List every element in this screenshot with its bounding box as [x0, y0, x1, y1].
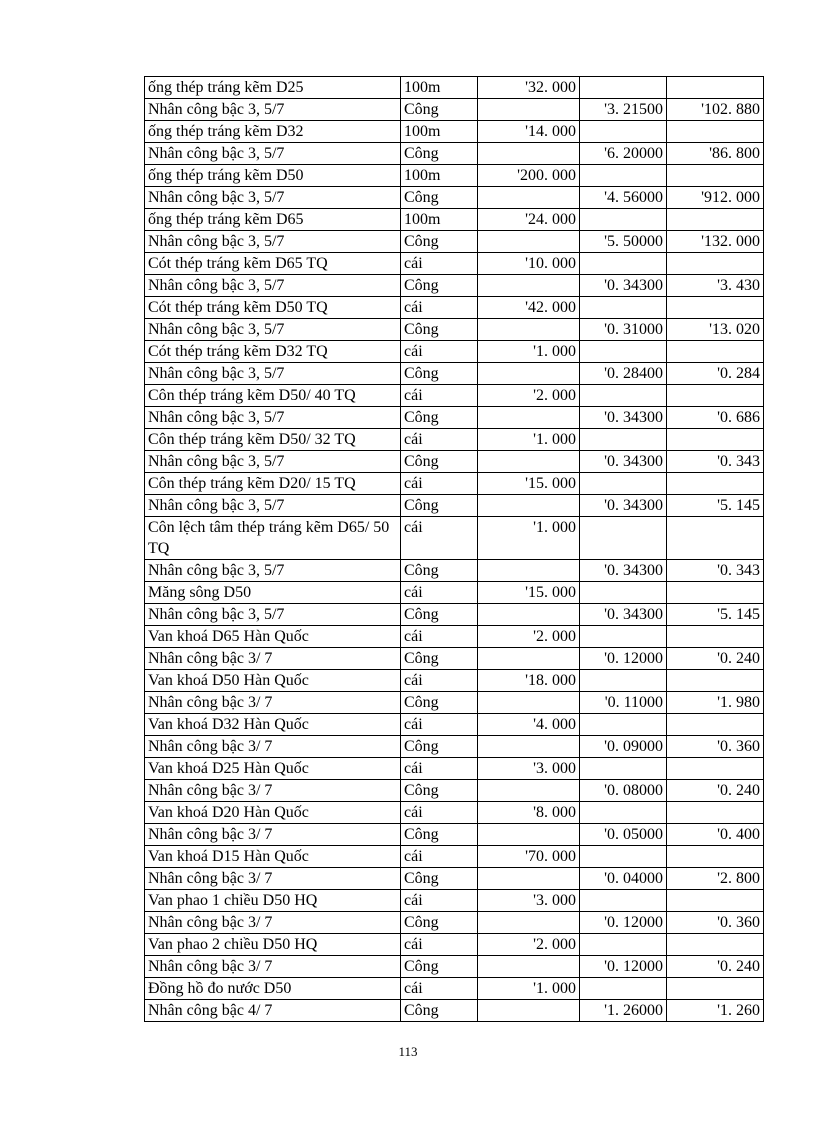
unit-cell: Công	[401, 363, 478, 385]
quantity-cell: '200. 000	[478, 165, 580, 187]
unit-cell: Công	[401, 912, 478, 934]
table-row	[145, 121, 764, 143]
item-name-cell: Măng sông D50	[145, 582, 401, 604]
quantity-cell	[478, 407, 580, 429]
coefficient-cell	[580, 517, 667, 560]
coefficient-cell	[580, 429, 667, 451]
total-cell	[667, 802, 764, 824]
table-row	[145, 165, 764, 187]
total-cell	[667, 934, 764, 956]
coefficient-cell: '0. 12000	[580, 912, 667, 934]
table-row	[145, 253, 764, 275]
unit-cell: cái	[401, 758, 478, 780]
coefficient-cell: '0. 34300	[580, 451, 667, 473]
item-name-cell: Van khoá D15 Hàn Quốc	[145, 846, 401, 868]
unit-cell: Công	[401, 560, 478, 582]
coefficient-cell	[580, 209, 667, 231]
total-cell: '1. 260	[667, 1000, 764, 1022]
quantity-cell: '15. 000	[478, 582, 580, 604]
table-row	[145, 956, 764, 978]
table-row	[145, 143, 764, 165]
table-row	[145, 648, 764, 670]
quantity-cell: '18. 000	[478, 670, 580, 692]
table-row	[145, 780, 764, 802]
coefficient-cell	[580, 582, 667, 604]
unit-cell: cái	[401, 385, 478, 407]
table-row	[145, 209, 764, 231]
quantity-cell	[478, 495, 580, 517]
coefficient-cell: '0. 34300	[580, 560, 667, 582]
unit-cell: Công	[401, 187, 478, 209]
item-name-cell: Đồng hồ đo nước D50	[145, 978, 401, 1000]
table-row	[145, 582, 764, 604]
quantity-cell	[478, 231, 580, 253]
quantity-cell	[478, 956, 580, 978]
coefficient-cell	[580, 714, 667, 736]
item-name-cell: ống thép tráng kẽm D25	[145, 77, 401, 99]
unit-cell: Công	[401, 648, 478, 670]
total-cell	[667, 846, 764, 868]
unit-cell: Công	[401, 1000, 478, 1022]
unit-cell: cái	[401, 978, 478, 1000]
total-cell: '0. 360	[667, 912, 764, 934]
coefficient-cell	[580, 473, 667, 495]
coefficient-cell: '0. 04000	[580, 868, 667, 890]
table-row	[145, 385, 764, 407]
unit-cell: 100m	[401, 165, 478, 187]
unit-cell: cái	[401, 714, 478, 736]
unit-cell: cái	[401, 626, 478, 648]
unit-cell: Công	[401, 824, 478, 846]
coefficient-cell	[580, 846, 667, 868]
item-name-cell: Nhân công bậc 3, 5/7	[145, 143, 401, 165]
quantity-cell	[478, 1000, 580, 1022]
unit-cell: cái	[401, 341, 478, 363]
quantity-cell: '24. 000	[478, 209, 580, 231]
coefficient-cell: '0. 08000	[580, 780, 667, 802]
total-cell: '13. 020	[667, 319, 764, 341]
coefficient-cell	[580, 297, 667, 319]
unit-cell: Công	[401, 868, 478, 890]
table-row	[145, 604, 764, 626]
unit-cell: Công	[401, 407, 478, 429]
coefficient-cell	[580, 121, 667, 143]
total-cell: '1. 980	[667, 692, 764, 714]
total-cell: '5. 145	[667, 604, 764, 626]
table-row	[145, 670, 764, 692]
coefficient-cell	[580, 934, 667, 956]
total-cell: '0. 240	[667, 780, 764, 802]
unit-cell: cái	[401, 582, 478, 604]
unit-cell: cái	[401, 670, 478, 692]
table-row	[145, 802, 764, 824]
item-name-cell: Van khoá D50 Hàn Quốc	[145, 670, 401, 692]
item-name-cell: Nhân công bậc 3/ 7	[145, 824, 401, 846]
table-row	[145, 692, 764, 714]
coefficient-cell: '0. 28400	[580, 363, 667, 385]
coefficient-cell: '0. 34300	[580, 275, 667, 297]
item-name-cell: Nhân công bậc 3, 5/7	[145, 407, 401, 429]
total-cell	[667, 253, 764, 275]
coefficient-cell: '0. 34300	[580, 604, 667, 626]
item-name-cell: Van khoá D25 Hàn Quốc	[145, 758, 401, 780]
unit-cell: 100m	[401, 77, 478, 99]
total-cell	[667, 77, 764, 99]
total-cell: '0. 400	[667, 824, 764, 846]
total-cell	[667, 670, 764, 692]
item-name-cell: Van khoá D20 Hàn Quốc	[145, 802, 401, 824]
unit-cell: 100m	[401, 121, 478, 143]
table-row	[145, 626, 764, 648]
unit-cell: cái	[401, 846, 478, 868]
table-row	[145, 495, 764, 517]
total-cell	[667, 385, 764, 407]
unit-cell: Công	[401, 275, 478, 297]
item-name-cell: Van khoá D65 Hàn Quốc	[145, 626, 401, 648]
table-row	[145, 517, 764, 560]
unit-cell: 100m	[401, 209, 478, 231]
coefficient-cell: '0. 09000	[580, 736, 667, 758]
quantity-cell: '10. 000	[478, 253, 580, 275]
unit-cell: Công	[401, 99, 478, 121]
table-row	[145, 912, 764, 934]
quantity-cell	[478, 99, 580, 121]
total-cell: '0. 240	[667, 648, 764, 670]
total-cell	[667, 341, 764, 363]
total-cell	[667, 473, 764, 495]
coefficient-cell: '3. 21500	[580, 99, 667, 121]
coefficient-cell	[580, 77, 667, 99]
item-name-cell: Nhân công bậc 3/ 7	[145, 912, 401, 934]
total-cell	[667, 121, 764, 143]
coefficient-cell: '0. 11000	[580, 692, 667, 714]
quantity-cell	[478, 824, 580, 846]
item-name-cell: Nhân công bậc 3/ 7	[145, 780, 401, 802]
table-row	[145, 473, 764, 495]
item-name-cell: Nhân công bậc 3, 5/7	[145, 187, 401, 209]
coefficient-cell	[580, 670, 667, 692]
unit-cell: cái	[401, 802, 478, 824]
item-name-cell: Nhân công bậc 3/ 7	[145, 956, 401, 978]
total-cell	[667, 582, 764, 604]
quantity-cell	[478, 363, 580, 385]
coefficient-cell: '0. 34300	[580, 407, 667, 429]
unit-cell: Công	[401, 231, 478, 253]
unit-cell: cái	[401, 473, 478, 495]
quantity-cell: '14. 000	[478, 121, 580, 143]
item-name-cell: Nhân công bậc 3, 5/7	[145, 363, 401, 385]
item-name-cell: Côn thép tráng kẽm D50/ 32 TQ	[145, 429, 401, 451]
total-cell	[667, 626, 764, 648]
unit-cell: Công	[401, 780, 478, 802]
unit-cell: Công	[401, 736, 478, 758]
table-row	[145, 77, 764, 99]
coefficient-cell	[580, 253, 667, 275]
quantity-cell: '42. 000	[478, 297, 580, 319]
item-name-cell: Van khoá D32 Hàn Quốc	[145, 714, 401, 736]
total-cell	[667, 209, 764, 231]
unit-cell: Công	[401, 692, 478, 714]
table-row	[145, 429, 764, 451]
item-name-cell: Nhân công bậc 3, 5/7	[145, 495, 401, 517]
total-cell: '2. 800	[667, 868, 764, 890]
quantity-cell: '32. 000	[478, 77, 580, 99]
item-name-cell: Nhân công bậc 4/ 7	[145, 1000, 401, 1022]
total-cell	[667, 297, 764, 319]
table-row	[145, 99, 764, 121]
unit-cell: cái	[401, 890, 478, 912]
table-row	[145, 231, 764, 253]
unit-cell: Công	[401, 604, 478, 626]
table-row	[145, 319, 764, 341]
quantity-cell	[478, 187, 580, 209]
quantity-cell: '1. 000	[478, 978, 580, 1000]
quantity-cell	[478, 604, 580, 626]
total-cell: '0. 240	[667, 956, 764, 978]
unit-cell: Công	[401, 495, 478, 517]
total-cell	[667, 517, 764, 560]
item-name-cell: Van phao 2 chiều D50 HQ	[145, 934, 401, 956]
unit-cell: cái	[401, 429, 478, 451]
quantity-cell	[478, 451, 580, 473]
item-name-cell: Nhân công bậc 3, 5/7	[145, 604, 401, 626]
coefficient-cell	[580, 165, 667, 187]
total-cell	[667, 165, 764, 187]
total-cell: '132. 000	[667, 231, 764, 253]
total-cell	[667, 714, 764, 736]
unit-cell: Công	[401, 143, 478, 165]
item-name-cell: Nhân công bậc 3/ 7	[145, 648, 401, 670]
item-name-cell: Nhân công bậc 3, 5/7	[145, 451, 401, 473]
quantity-cell: '1. 000	[478, 517, 580, 560]
total-cell: '3. 430	[667, 275, 764, 297]
table-row	[145, 978, 764, 1000]
quantity-cell: '1. 000	[478, 341, 580, 363]
quantity-cell: '2. 000	[478, 385, 580, 407]
total-cell: '0. 343	[667, 451, 764, 473]
coefficient-cell	[580, 758, 667, 780]
table-row	[145, 890, 764, 912]
quantity-cell	[478, 319, 580, 341]
coefficient-cell	[580, 385, 667, 407]
item-name-cell: Nhân công bậc 3, 5/7	[145, 275, 401, 297]
quantity-cell	[478, 868, 580, 890]
quantity-cell: '2. 000	[478, 626, 580, 648]
table-row	[145, 187, 764, 209]
coefficient-cell: '6. 20000	[580, 143, 667, 165]
item-name-cell: Cót thép tráng kẽm D50 TQ	[145, 297, 401, 319]
item-name-cell: Cót thép tráng kẽm D65 TQ	[145, 253, 401, 275]
quantity-cell	[478, 692, 580, 714]
coefficient-cell: '1. 26000	[580, 1000, 667, 1022]
item-name-cell: Côn thép tráng kẽm D50/ 40 TQ	[145, 385, 401, 407]
coefficient-cell	[580, 978, 667, 1000]
table-row	[145, 714, 764, 736]
quantity-cell	[478, 780, 580, 802]
coefficient-cell	[580, 890, 667, 912]
item-name-cell: ống thép tráng kẽm D32	[145, 121, 401, 143]
table-row	[145, 560, 764, 582]
total-cell: '5. 145	[667, 495, 764, 517]
unit-cell: Công	[401, 956, 478, 978]
item-name-cell: Nhân công bậc 3, 5/7	[145, 319, 401, 341]
item-name-cell: Nhân công bậc 3, 5/7	[145, 231, 401, 253]
quantity-cell	[478, 736, 580, 758]
total-cell	[667, 758, 764, 780]
coefficient-cell: '4. 56000	[580, 187, 667, 209]
coefficient-cell: '5. 50000	[580, 231, 667, 253]
quantity-cell	[478, 648, 580, 670]
table-row	[145, 297, 764, 319]
item-name-cell: Nhân công bậc 3, 5/7	[145, 560, 401, 582]
total-cell: '86. 800	[667, 143, 764, 165]
item-name-cell: Cót thép tráng kẽm D32 TQ	[145, 341, 401, 363]
table-row	[145, 451, 764, 473]
item-name-cell: ống thép tráng kẽm D50	[145, 165, 401, 187]
quantity-cell: '4. 000	[478, 714, 580, 736]
unit-cell: Công	[401, 451, 478, 473]
item-name-cell: Côn thép tráng kẽm D20/ 15 TQ	[145, 473, 401, 495]
quantity-cell	[478, 275, 580, 297]
table-row	[145, 1000, 764, 1022]
table-row	[145, 363, 764, 385]
total-cell: '0. 343	[667, 560, 764, 582]
quantity-cell: '8. 000	[478, 802, 580, 824]
quantity-cell: '3. 000	[478, 890, 580, 912]
item-name-cell: Nhân công bậc 3/ 7	[145, 692, 401, 714]
table-row	[145, 736, 764, 758]
quantity-cell: '2. 000	[478, 934, 580, 956]
unit-cell: cái	[401, 934, 478, 956]
total-cell: '912. 000	[667, 187, 764, 209]
quantity-table	[144, 76, 764, 1022]
table-row	[145, 846, 764, 868]
table-row	[145, 275, 764, 297]
item-name-cell: Nhân công bậc 3/ 7	[145, 736, 401, 758]
item-name-cell: Côn lệch tâm thép tráng kẽm D65/ 50 TQ	[145, 517, 401, 560]
coefficient-cell: '0. 05000	[580, 824, 667, 846]
total-cell	[667, 890, 764, 912]
table-row	[145, 934, 764, 956]
total-cell	[667, 978, 764, 1000]
total-cell: '0. 284	[667, 363, 764, 385]
unit-cell: cái	[401, 517, 478, 560]
page-number: 113	[398, 1044, 418, 1059]
quantity-cell	[478, 912, 580, 934]
quantity-cell: '70. 000	[478, 846, 580, 868]
quantity-cell	[478, 560, 580, 582]
quantity-cell: '15. 000	[478, 473, 580, 495]
item-name-cell: Nhân công bậc 3, 5/7	[145, 99, 401, 121]
coefficient-cell	[580, 626, 667, 648]
coefficient-cell	[580, 341, 667, 363]
table-row	[145, 341, 764, 363]
item-name-cell: Van phao 1 chiều D50 HQ	[145, 890, 401, 912]
table-row	[145, 868, 764, 890]
item-name-cell: Nhân công bậc 3/ 7	[145, 868, 401, 890]
quantity-cell: '3. 000	[478, 758, 580, 780]
coefficient-cell: '0. 31000	[580, 319, 667, 341]
total-cell: '102. 880	[667, 99, 764, 121]
total-cell: '0. 360	[667, 736, 764, 758]
item-name-cell: ống thép tráng kẽm D65	[145, 209, 401, 231]
unit-cell: Công	[401, 319, 478, 341]
table-row	[145, 824, 764, 846]
coefficient-cell: '0. 34300	[580, 495, 667, 517]
coefficient-cell: '0. 12000	[580, 648, 667, 670]
coefficient-cell: '0. 12000	[580, 956, 667, 978]
coefficient-cell	[580, 802, 667, 824]
total-cell: '0. 686	[667, 407, 764, 429]
table-row	[145, 758, 764, 780]
unit-cell: cái	[401, 253, 478, 275]
total-cell	[667, 429, 764, 451]
quantity-table-body	[145, 77, 764, 1022]
quantity-cell	[478, 143, 580, 165]
unit-cell: cái	[401, 297, 478, 319]
table-row	[145, 407, 764, 429]
quantity-cell: '1. 000	[478, 429, 580, 451]
